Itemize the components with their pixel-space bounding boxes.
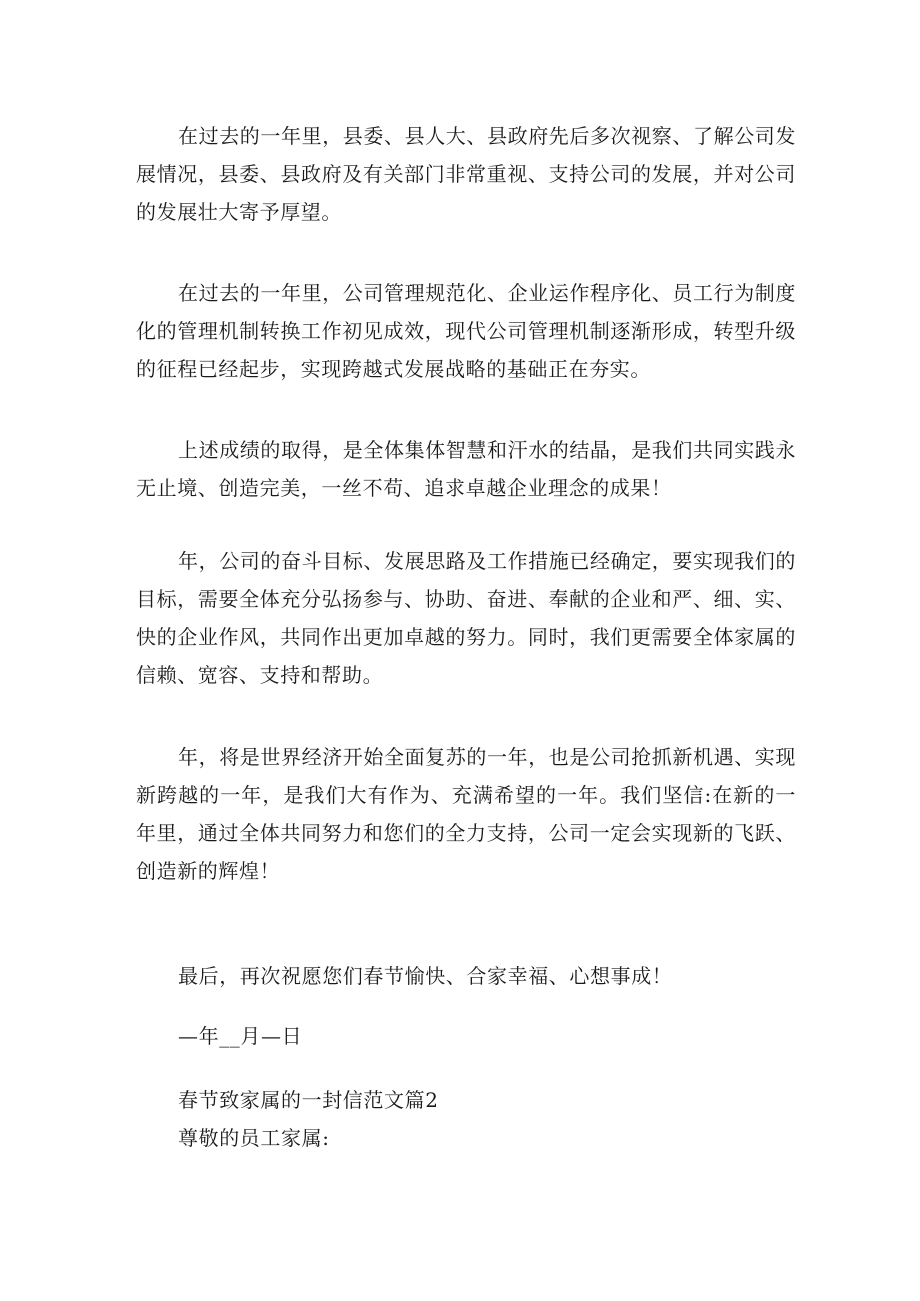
paragraph-2: 在过去的一年里，公司管理规范化、企业运作程序化、员工行为制度化的管理机制转换工作初见成效，现代公司管理机制逐渐形成，转型升级的征程已经起步，实现跨越式发展战略的基础正在夯实。 (136, 281, 796, 381)
closing-wishes: 最后，再次祝愿您们春节愉快、合家幸福、心想事成！ (178, 964, 673, 988)
date-line: —年__月—日 (178, 1024, 303, 1048)
paragraph-5: 年，将是世界经济开始全面复苏的一年，也是公司抢抓新机遇、实现新跨越的一年，是我们大有作为、充满希望的一年。我们坚信:在新的一年里，通过全体共同努力和您们的全力支持，公司一定会实现新的飞跃、创造新的辉煌！ (136, 745, 796, 883)
section-title: 春节致家属的一封信范文篇2 (178, 1088, 439, 1112)
paragraph-3: 上述成绩的取得，是全体集体智慧和汗水的结晶，是我们共同实践永无止境、创造完美，一丝不苟、追求卓越企业理念的成果！ (136, 438, 796, 500)
paragraph-4: 年，公司的奋斗目标、发展思路及工作措施已经确定，要实现我们的目标，需要全体充分弘扬参与、协助、奋进、奉献的企业和严、细、实、快的企业作风，共同作出更加卓越的努力。同时，我们更需要全体家属的信赖、宽容、支持和帮助。 (136, 549, 796, 687)
paragraph-1: 在过去的一年里，县委、县人大、县政府先后多次视察、了解公司发展情况，县委、县政府及有关部门非常重视、支持公司的发展，并对公司的发展壮大寄予厚望。 (136, 124, 796, 224)
salutation: 尊敬的员工家属: (178, 1126, 330, 1150)
